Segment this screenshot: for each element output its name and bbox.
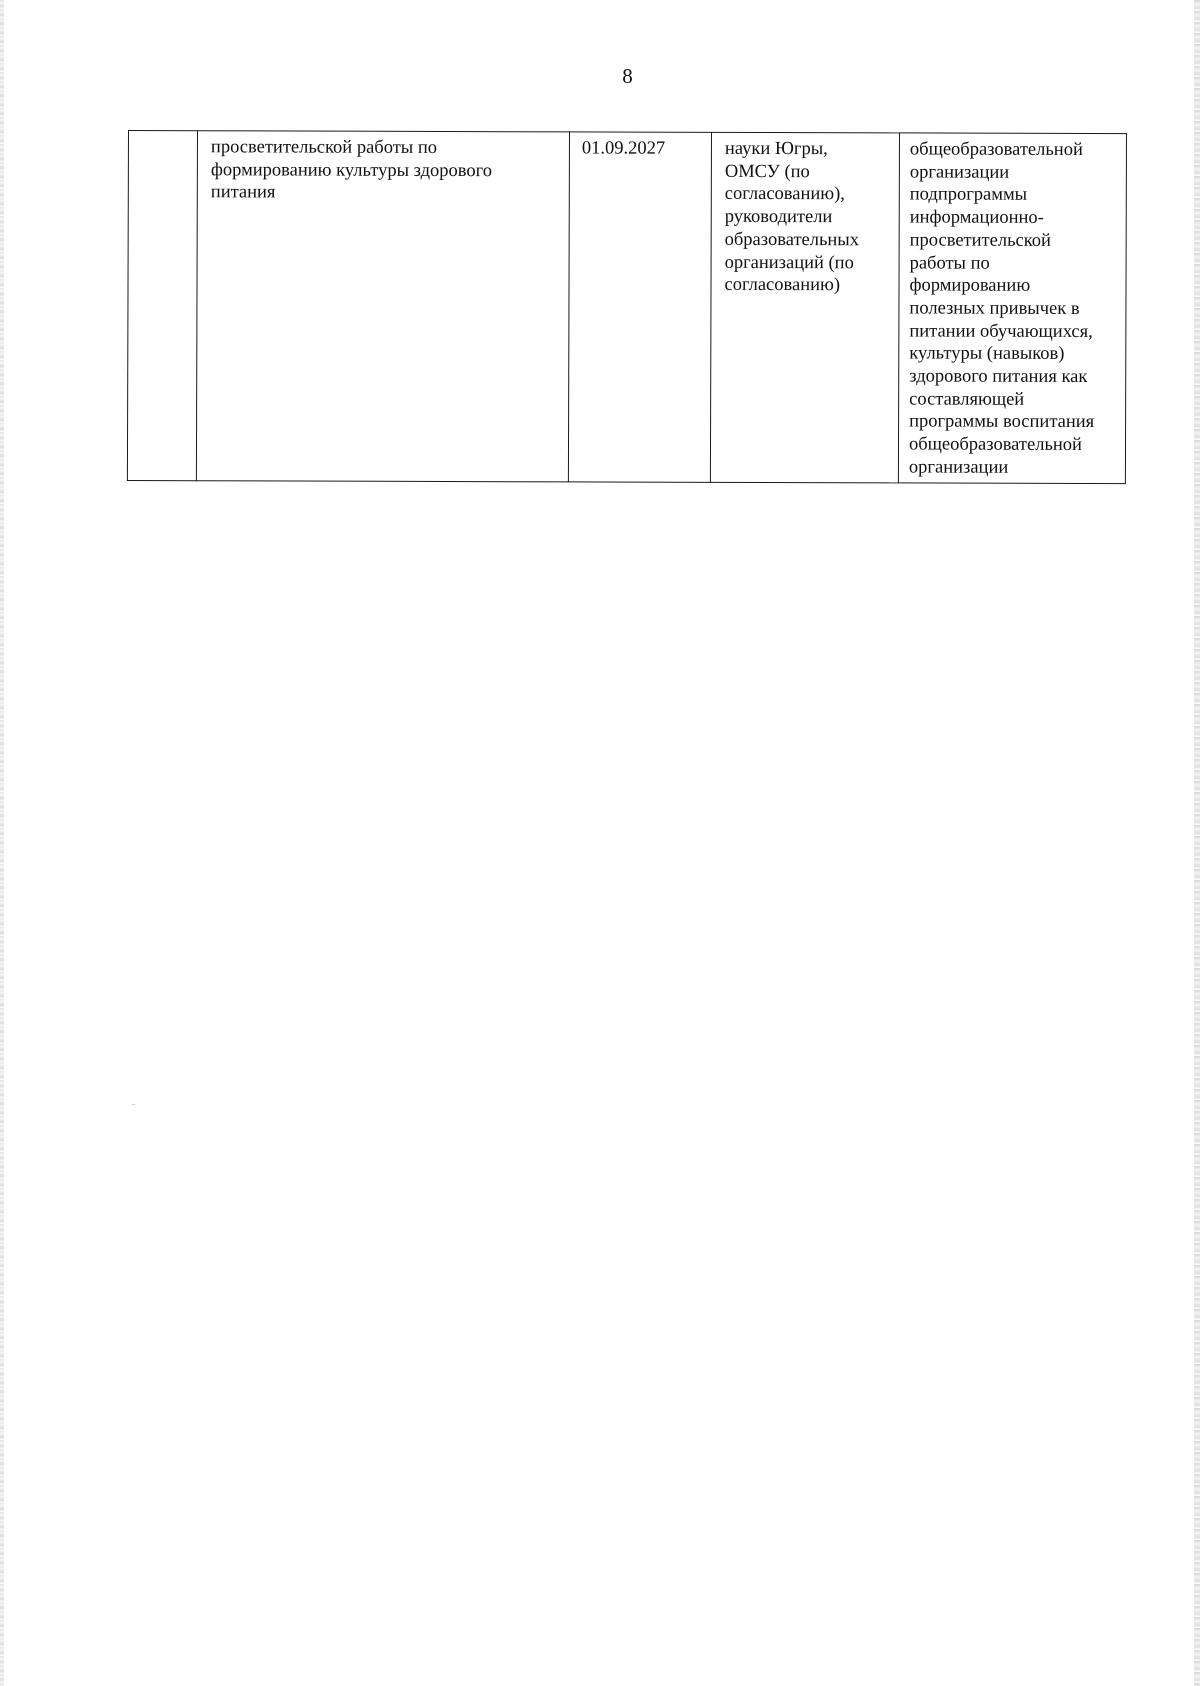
expected-result: общеобразовательной организации подпрограммы информационно- просветительской работы по формированию полезных привычек в питании обучающихся, культуры (навыков) здорового питания как составляющей программы воспитания общеобразовательной организации	[908, 139, 1095, 478]
scan-edge-left	[0, 0, 4, 1686]
deadline-date: 01.09.2027	[581, 138, 666, 159]
cell-responsible	[710, 132, 899, 483]
plan-table	[127, 130, 1127, 484]
event-description: просветительской работы по формированию культуры здорового питания	[210, 137, 493, 203]
cell-date	[568, 132, 711, 482]
cell-event	[196, 131, 569, 482]
cell-result	[898, 133, 1126, 484]
responsible-parties: науки Югры, ОМСУ (по согласованию), руководители образовательных организаций (по согласованию)	[724, 138, 860, 296]
cell-number	[127, 131, 197, 481]
page-number: 8	[622, 64, 633, 88]
table-row	[127, 131, 1126, 484]
scan-edge-right	[1194, 0, 1200, 1686]
scan-speck	[132, 1104, 135, 1105]
